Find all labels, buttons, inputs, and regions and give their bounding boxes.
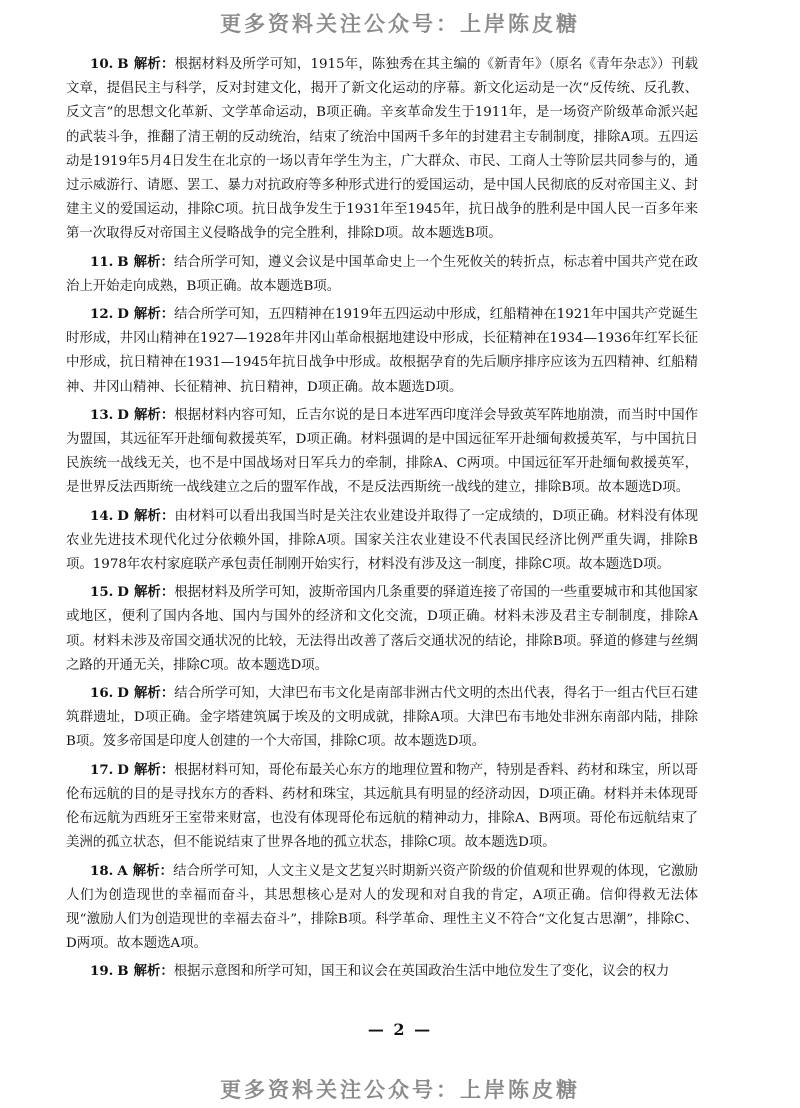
answer-text: 由材料可以看出我国当时是关注农业建设并取得了一定成绩的，D项正确。材料没有体现农业先进技术现代化过分依赖外国，排除A项。国家关注农业建设不代表国民经济比例严重失调，排除B项。1978年农村家庭联产承包责任制刚开始实行，材料没有涉及这一制度，排除C项。故本题选D项。 <box>66 508 699 573</box>
question-number: 17. <box>90 761 114 778</box>
analysis-label: 解析： <box>133 253 174 270</box>
analysis-label: 解析： <box>133 761 175 778</box>
question-number: 16. <box>90 685 114 702</box>
answer-text: 结合所学可知，人文主义是文艺复兴时期新兴资产阶级的价值观和世界观的体现，它激励人们为创造现世的幸福而奋斗，其思想核心是对人的发现和对自我的肯定，A项正确。信仰得救无法体现“激励人们为创造现世的幸福去奋斗”，排除B项。科学革命、理性主义不符合“文化复古思潮”，排除C、D两项。故本题选A项。 <box>66 863 699 952</box>
answer-letter: D <box>117 507 129 524</box>
question-number: 19. <box>90 963 114 980</box>
answer-text: 根据材料及所学可知，1915年，陈独秀在其主编的《新青年》（原名《青年杂志》）刊载文章，提倡民主与科学，反对封建文化，揭开了新文化运动的序幕。新文化运动是一次“反传统、反孔教、反文言”的思想文化革新、文学革命运动，B项正确。辛亥革命发生于1911年，是一场资产阶级革命派兴起的武装斗争，推翻了清王朝的反动统治，结束了统治中国两千多年的封建君主专制制度，排除A项。五四运动是1919年5月4日发生在北京的一场以青年学生为主，广大群众、市民、工商人士等阶层共同参与的，通过示威游行、请愿、罢工、暴力对抗政府等多种形式进行的爱国运动，是中国人民彻底的反对帝国主义、封建主义的爱国运动，排除C项。抗日战争发生于1931年至1945年，抗日战争的胜利是中国人民一百多年来第一次取得反对帝国主义侵略战争的完全胜利，排除D项。故本题选B项。 <box>66 57 698 242</box>
answer-list <box>66 52 698 988</box>
answer-letter: D <box>117 685 129 702</box>
answer-item <box>66 681 698 755</box>
answer-letter: A <box>117 862 128 879</box>
answer-item <box>66 302 698 400</box>
answer-item <box>66 504 698 578</box>
question-number: 15. <box>90 584 114 601</box>
analysis-label: 解析： <box>132 862 174 879</box>
answer-letter: B <box>117 56 129 72</box>
answer-item <box>66 959 698 984</box>
answer-item <box>66 403 698 501</box>
question-number: 18. <box>90 862 114 879</box>
answer-text: 根据材料及所学可知，波斯帝国内几条重要的驿道连接了帝国的一些重要城市和其他国家或地区，便利了国内各地、国内与国外的经济和文化交流，D项正确。材料未涉及君主专制制度，排除A项。材料未涉及帝国交通状况的比较，无法得出改善了落后交通状况的结论，排除B项。驿道的修建与丝绸之路的开通无关，排除C项。故本题选D项。 <box>66 585 699 673</box>
answer-item <box>66 580 698 678</box>
answer-text: 根据示意图和所学可知，国王和议会在英国政治生活中地位发生了变化，议会的权力 <box>173 964 670 980</box>
answer-text: 根据材料可知，哥伦布最关心东方的地理位置和物产，特别是香料、药材和珠宝，所以哥伦布远航的目的是寻找东方的香料、药材和珠宝，其远航具有明显的经济动因，D项正确。材料并未体现哥伦布远航为西班牙王室带来财富，也没有体现哥伦布远航的精神动力，排除A、B两项。哥伦布远航结束了美洲的孤立状态，但不能说结束了世界各地的孤立状态，排除C项。故本题选D项。 <box>66 762 699 851</box>
question-number: 10. <box>90 56 114 72</box>
question-number: 11. <box>90 253 114 270</box>
analysis-label: 解析： <box>133 56 175 72</box>
analysis-label: 解析： <box>133 507 175 524</box>
watermark-top: 更多资料关注公众号：上岸陈皮糖 <box>220 12 580 36</box>
answer-text: 根据材料内容可知，丘吉尔说的是日本进军西印度洋会导致英军阵地崩溃，而当时中国作为盟国，其远征军开赴缅甸救援英军，D项正确。材料强调的是中国远征军开赴缅甸救援英军，与中国抗日民族统一战线无关，也不是中国战场对日军兵力的牵制，排除A、C两项。中国远征军开赴缅甸救援英军，是世界反法西斯统一战线建立之后的盟军作战，不是反法西斯统一战线的建立，排除B项。故本题选D项。 <box>66 407 699 496</box>
answer-text: 结合所学可知，大津巴布韦文化是南部非洲古代文明的杰出代表，得名于一组古代巨石建筑群遗址，D项正确。金字塔建筑属于埃及的文明成就，排除A项。大津巴布韦地处非洲东南部内陆，排除B项。笈多帝国是印度人创建的一个大帝国，排除C项。故本题选D项。 <box>66 686 699 750</box>
analysis-label: 解析： <box>133 406 175 423</box>
answer-letter: D <box>117 306 129 323</box>
answer-letter: B <box>117 253 129 270</box>
page-number: — 2 — <box>367 1020 433 1039</box>
analysis-label: 解析： <box>133 685 175 702</box>
answer-letter: D <box>117 584 129 601</box>
analysis-label: 解析： <box>133 306 175 323</box>
answer-letter: D <box>117 406 129 423</box>
watermark-bottom: 更多资料关注公众号：上岸陈皮糖 <box>220 1078 580 1102</box>
answer-item <box>66 52 698 247</box>
answer-item <box>66 758 698 856</box>
answer-text: 结合所学可知，五四精神在1919年五四运动中形成，红船精神在1921年中国共产党诞生时形成，井冈山精神在1927—1928年井冈山革命根据地建设中形成，长征精神在1934—1936年红军长征中形成，抗日精神在1931—1945年抗日战争中形成。故根据孕育的先后顺序排序应该为五四精神、红船精神、井冈山精神、长征精神、抗日精神，D项正确。故本题选D项。 <box>66 307 699 395</box>
answer-text: 结合所学可知，遵义会议是中国革命史上一个生死攸关的转折点，标志着中国共产党在政治上开始走向成熟，B项正确。故本题选B项。 <box>66 254 698 294</box>
answer-letter: D <box>117 761 129 778</box>
analysis-label: 解析： <box>133 963 174 980</box>
answer-letter: B <box>117 963 129 980</box>
question-number: 12. <box>90 306 114 323</box>
answer-item <box>66 859 698 957</box>
analysis-label: 解析： <box>133 584 175 601</box>
question-number: 14. <box>90 507 114 524</box>
answer-item <box>66 250 698 299</box>
question-number: 13. <box>90 406 114 423</box>
